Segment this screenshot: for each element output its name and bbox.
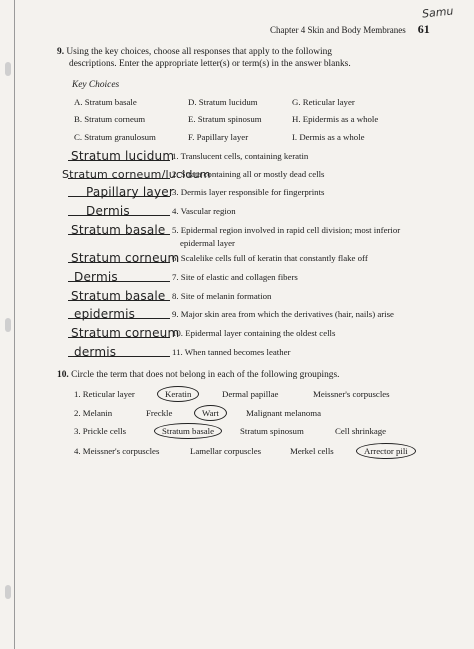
handwritten-answer: Dermis <box>74 270 118 284</box>
question-number: 10. <box>57 370 69 380</box>
handwritten-answer: Stratum corneum/lucidum <box>62 168 211 181</box>
question-9-prompt <box>57 46 351 70</box>
key-choice: I. Dermis as a whole <box>292 132 365 142</box>
question-10-prompt <box>57 369 340 381</box>
prompt-line: Circle the term that does not belong in each of the following groupings. <box>71 370 340 380</box>
question-number: 9. <box>57 47 65 57</box>
key-choice: E. Stratum spinosum <box>188 114 262 124</box>
key-choices-title: Key Choices <box>72 80 120 90</box>
item-description: 7. Site of elastic and collagen fibers <box>172 272 298 282</box>
answer-row <box>68 346 428 360</box>
group-term: Stratum spinosum <box>240 426 304 436</box>
handwritten-answer: Stratum basale <box>71 289 166 303</box>
item-description: 9. Major skin area from which the derivatives (hair, nails) arise <box>172 309 394 319</box>
item-description: 1. Translucent cells, containing keratin <box>172 151 309 161</box>
group-term: Freckle <box>146 408 173 418</box>
group-term: Meissner's corpuscles <box>313 389 390 399</box>
answer-row <box>68 308 448 322</box>
group-term: Lamellar corpuscles <box>190 446 262 456</box>
key-choice: F. Papillary layer <box>188 132 249 142</box>
group-term: Dermal papillae <box>222 389 279 399</box>
item-description-continued: epidermal layer <box>180 238 235 248</box>
handwritten-answer: Stratum corneum <box>71 251 180 265</box>
group-term: Malignant melanoma <box>246 408 321 418</box>
answer-row <box>62 168 428 182</box>
key-choice: B. Stratum corneum <box>74 114 146 124</box>
handwritten-signature: Samu <box>421 4 455 21</box>
item-description: 11. When tanned becomes leather <box>172 347 291 357</box>
answer-row <box>68 150 428 164</box>
handwritten-answer: epidermis <box>74 307 136 321</box>
answer-row <box>68 271 428 285</box>
answer-row <box>68 327 428 341</box>
page-header <box>270 22 430 37</box>
group-term: Cell shrinkage <box>335 426 387 436</box>
item-description: 10. Epidermal layer containing the oldest cells <box>172 328 336 338</box>
page-margin-line <box>14 0 15 649</box>
item-description: 3. Dermis layer responsible for fingerprints <box>172 187 325 197</box>
item-description: 8. Site of melanin formation <box>172 291 272 301</box>
group-term: 3. Prickle cells <box>74 426 127 436</box>
item-description: 6. Scalelike cells full of keratin that constantly flake off <box>172 253 368 263</box>
handwritten-answer: Stratum lucidum <box>71 149 175 163</box>
circled-term[interactable]: Arrector pili <box>356 443 416 459</box>
group-term: Merkel cells <box>290 446 334 456</box>
key-choice: A. Stratum basale <box>74 97 137 107</box>
handwritten-answer: dermis <box>74 345 117 359</box>
answer-row <box>68 186 428 200</box>
item-description: 5. Epidermal region involved in rapid cell division; most inferior <box>172 225 401 235</box>
punch-hole <box>5 62 11 76</box>
group-term: 2. Melanin <box>74 408 113 418</box>
circled-term[interactable]: Keratin <box>157 386 199 402</box>
handwritten-answer: Stratum corneum <box>71 326 180 340</box>
key-choice: D. Stratum lucidum <box>188 97 258 107</box>
answer-row <box>68 290 428 304</box>
key-choice: H. Epidermis as a whole <box>292 114 379 124</box>
prompt-line: descriptions. Enter the appropriate letter(s) or term(s) in the answer blanks. <box>69 59 351 69</box>
answer-row <box>68 224 458 250</box>
handwritten-answer: Dermis <box>86 204 130 218</box>
group-term: 4. Meissner's corpuscles <box>74 446 160 456</box>
answer-row <box>68 252 428 266</box>
handwritten-answer: Stratum basale <box>71 223 166 237</box>
group-term: 1. Reticular layer <box>74 389 135 399</box>
item-description: 2. Strata containing all or mostly dead cells <box>172 169 325 179</box>
key-choice: G. Reticular layer <box>292 97 355 107</box>
prompt-line: Using the key choices, choose all responses that apply to the following <box>66 47 332 57</box>
circled-term[interactable]: Stratum basale <box>154 423 222 439</box>
punch-hole <box>5 585 11 599</box>
circled-term[interactable]: Wart <box>194 405 227 421</box>
punch-hole <box>5 318 11 332</box>
handwritten-answer: Papillary layer <box>86 185 174 199</box>
key-choice: C. Stratum granulosum <box>74 132 156 142</box>
chapter-title: Chapter 4 Skin and Body Membranes <box>270 25 406 35</box>
item-description: 4. Vascular region <box>172 206 236 216</box>
page-number: 61 <box>417 22 430 36</box>
answer-row <box>68 205 428 219</box>
